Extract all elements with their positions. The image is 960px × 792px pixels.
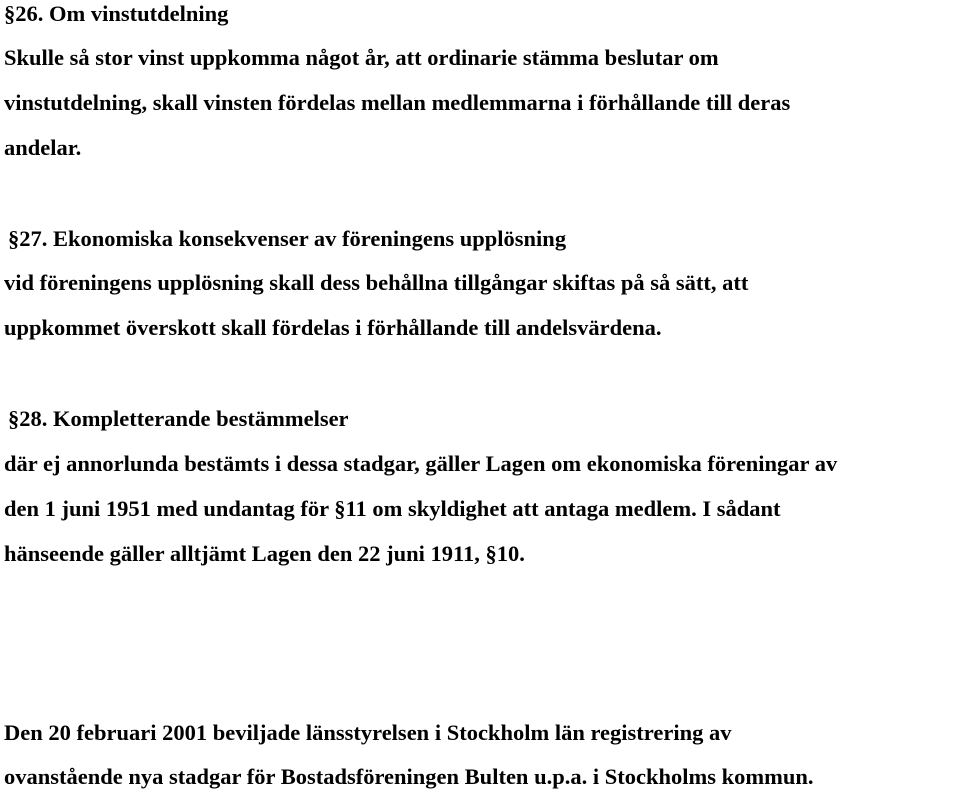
- section-28-heading: §28. Kompletterande bestämmelser: [8, 406, 349, 431]
- section-27-heading: §27. Ekonomiska konsekvenser av föreningens upplösning: [8, 226, 567, 251]
- registration-line-1: Den 20 februari 2001 beviljade länsstyrelsen i Stockholm län registrering av: [4, 720, 732, 745]
- section-27-line-1: vid föreningens upplösning skall dess behållna tillgångar skiftas på så sätt, att: [4, 270, 749, 295]
- section-26-line-3: andelar.: [4, 135, 82, 160]
- section-27-line-2: uppkommet överskott skall fördelas i förhållande till andelsvärdena.: [4, 315, 662, 340]
- section-26-heading: §26. Om vinstutdelning: [4, 1, 229, 26]
- section-28-line-3: hänseende gäller alltjämt Lagen den 22 juni 1911, §10.: [4, 541, 525, 566]
- registration-line-2: ovanstående nya stadgar för Bostadsföreningen Bulten u.p.a. i Stockholms kommun.: [4, 764, 814, 789]
- section-26-line-2: vinstutdelning, skall vinsten fördelas mellan medlemmarna i förhållande till deras: [4, 90, 791, 115]
- section-28-line-1: där ej annorlunda bestämts i dessa stadgar, gäller Lagen om ekonomiska föreningar av: [4, 451, 838, 476]
- section-26-line-1: Skulle så stor vinst uppkomma något år, att ordinarie stämma beslutar om: [4, 45, 719, 70]
- section-28-line-2: den 1 juni 1951 med undantag för §11 om skyldighet att antaga medlem. I sådant: [4, 496, 781, 521]
